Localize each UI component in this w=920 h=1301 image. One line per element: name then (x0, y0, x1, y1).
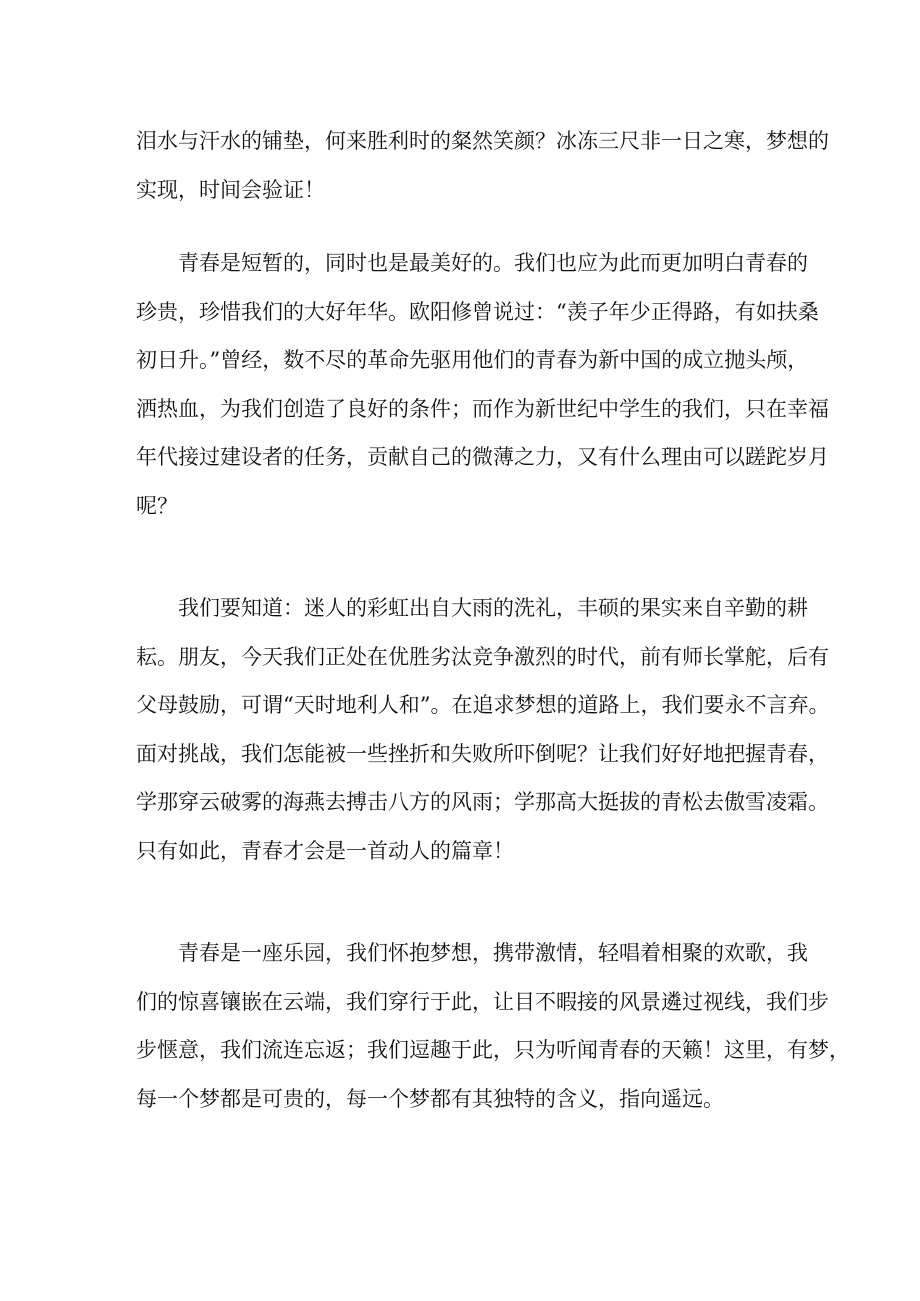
text-line: 只有如此，青春才会是一首动人的篇章！ (136, 838, 514, 863)
text-line: 每一个梦都是可贵的，每一个梦都有其独特的含义，指向遥远。 (136, 1086, 724, 1111)
text-line: 学那穿云破雾的海燕去搏击八方的风雨；学那高大挺拔的青松去傲雪凌霜。 (136, 790, 829, 814)
paragraph-1 (136, 117, 829, 214)
text-line: 耘。朋友，今天我们正处在优胜劣汰竞争激烈的时代，前有师长掌舵，后有 (136, 644, 829, 669)
text-line: 实现，时间会验证！ (136, 177, 325, 202)
text-line: 呢？ (136, 493, 178, 518)
text-line: 泪水与汗水的铺垫，何来胜利时的粲然笑颜？冰冻三尺非一日之寒，梦想的 (136, 129, 829, 153)
text-line: 面对挑战，我们怎能被一些挫折和失败所吓倒呢？让我们好好地把握青春， (136, 741, 829, 766)
text-line: 洒热血，为我们创造了良好的条件；而作为新世纪中学生的我们，只在幸福 (136, 396, 829, 421)
text-line: 青春是短暂的，同时也是最美好的。我们也应为此而更加明白青春的 (136, 251, 808, 275)
text-line: 年代接过建设者的任务，贡献自己的微薄之力，又有什么理由可以蹉跎岁月 (136, 445, 829, 469)
text-line: 珍贵，珍惜我们的大好年华。欧阳修曾说过：“羡子年少正得路，有如扶桑 (136, 299, 819, 324)
text-line: 们的惊喜镶嵌在云端，我们穿行于此，让目不暇接的风景遴过视线，我们步 (136, 989, 829, 1014)
text-line: 青春是一座乐园，我们怀抱梦想，携带激情，轻唱着相聚的欢歌，我 (136, 941, 808, 965)
paragraph-4 (136, 929, 850, 1123)
text-line: 初日升。”曾经，数不尽的革命先驱用他们的青春为新中国的成立抛头颅， (136, 348, 809, 372)
paragraph-2 (136, 239, 829, 530)
text-line: 我们要知道：迷人的彩虹出自大雨的洗礼，丰硕的果实来自辛勤的耕 (136, 596, 808, 620)
text-line: 父母鼓励，可谓“天时地利人和”。在追求梦想的道路上，我们要永不言弃。 (136, 693, 830, 717)
text-line: 步惬意，我们流连忘返；我们逗趣于此，只为听闻青春的天籁！这里，有梦， (136, 1038, 850, 1062)
paragraph-3 (136, 584, 830, 875)
